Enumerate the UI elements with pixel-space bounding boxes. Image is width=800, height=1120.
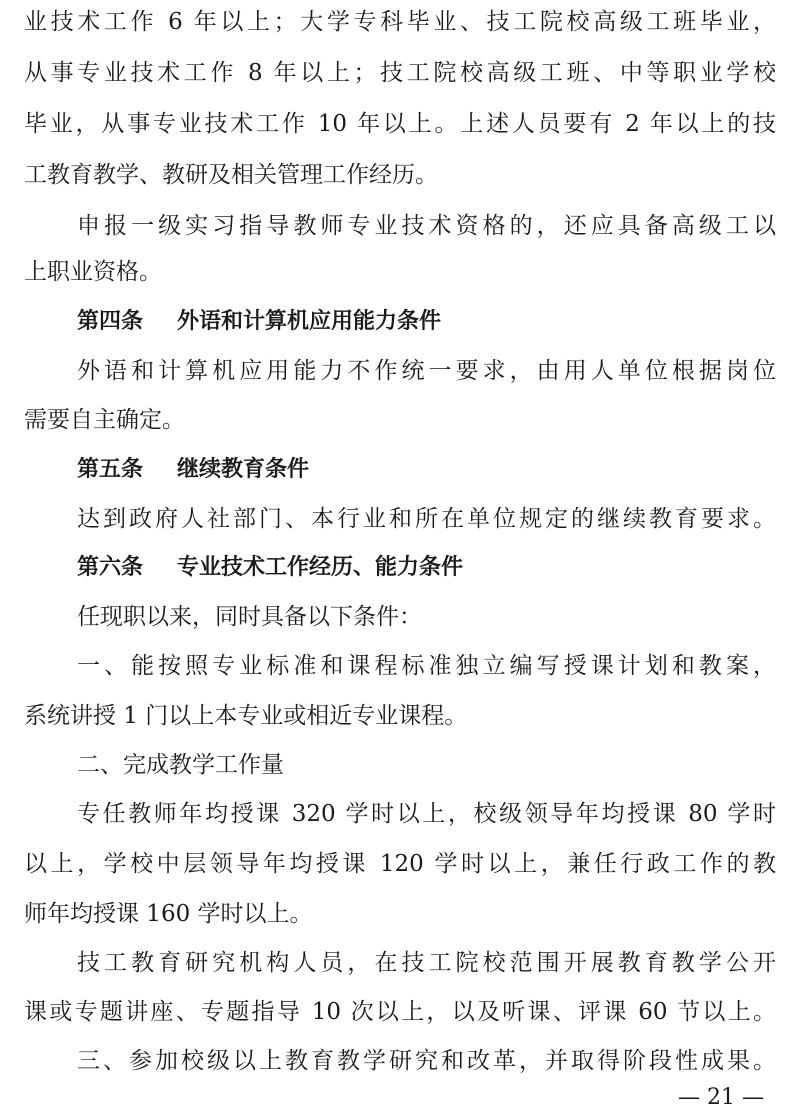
text-line: 毕业，从事专业技术工作 10 年以上。上述人员要有 2 年以上的技 [24,111,776,137]
text-line: 师年均授课 160 学时以上。 [24,901,313,927]
text-line: 外语和计算机应用能力不作统一要求，由用人单位根据岗位 [77,358,776,384]
article-heading [77,452,776,488]
article-number: 第四条 [77,309,144,334]
text-line: 三、参加校级以上教育教学研究和改革，并取得阶段性成果。 [77,1048,776,1074]
text-line: 任现职以来，同时具备以下条件： [77,604,422,630]
text-line: 二、完成教学工作量 [77,752,284,778]
article-title: 专业技术工作经历、能力条件 [177,555,464,580]
text-line: 申报一级实习指导教师专业技术资格的，还应具备高级工以 [77,213,776,239]
article-title: 外语和计算机应用能力条件 [177,309,442,334]
text-line: 以上，学校中层领导年均授课 120 学时以上，兼任行政工作的教 [24,851,776,877]
text-line: 工教育教学、教研及相关管理工作经历。 [24,162,438,188]
text-line: 达到政府人社部门、本行业和所在单位规定的继续教育要求。 [77,506,776,532]
text-line: 系统讲授 1 门以上本专业或相近专业课程。 [24,703,468,729]
text-line: 技工教育研究机构人员，在技工院校范围开展教育教学公开 [77,950,776,976]
text-line: 需要自主确定。 [24,407,185,433]
article-heading [77,304,776,340]
text-line: 业技术工作 6 年以上；大学专科毕业、技工院校高级工班毕业， [24,9,776,35]
page-number: — 21 — [678,1085,764,1110]
text-line: 课或专题讲座、专题指导 10 次以上，以及听课、评课 60 节以上。 [24,999,776,1025]
text-line: 从事专业技术工作 8 年以上；技工院校高级工班、中等职业学校 [24,60,776,86]
article-number: 第五条 [77,457,144,482]
article-title: 继续教育条件 [177,457,310,482]
article-heading [77,550,776,586]
text-line: 上职业资格。 [24,259,162,285]
text-line: 专任教师年均授课 320 学时以上，校级领导年均授课 80 学时 [77,801,776,827]
article-number: 第六条 [77,555,144,580]
text-line: 一、能按照专业标准和课程标准独立编写授课计划和教案， [77,653,776,679]
